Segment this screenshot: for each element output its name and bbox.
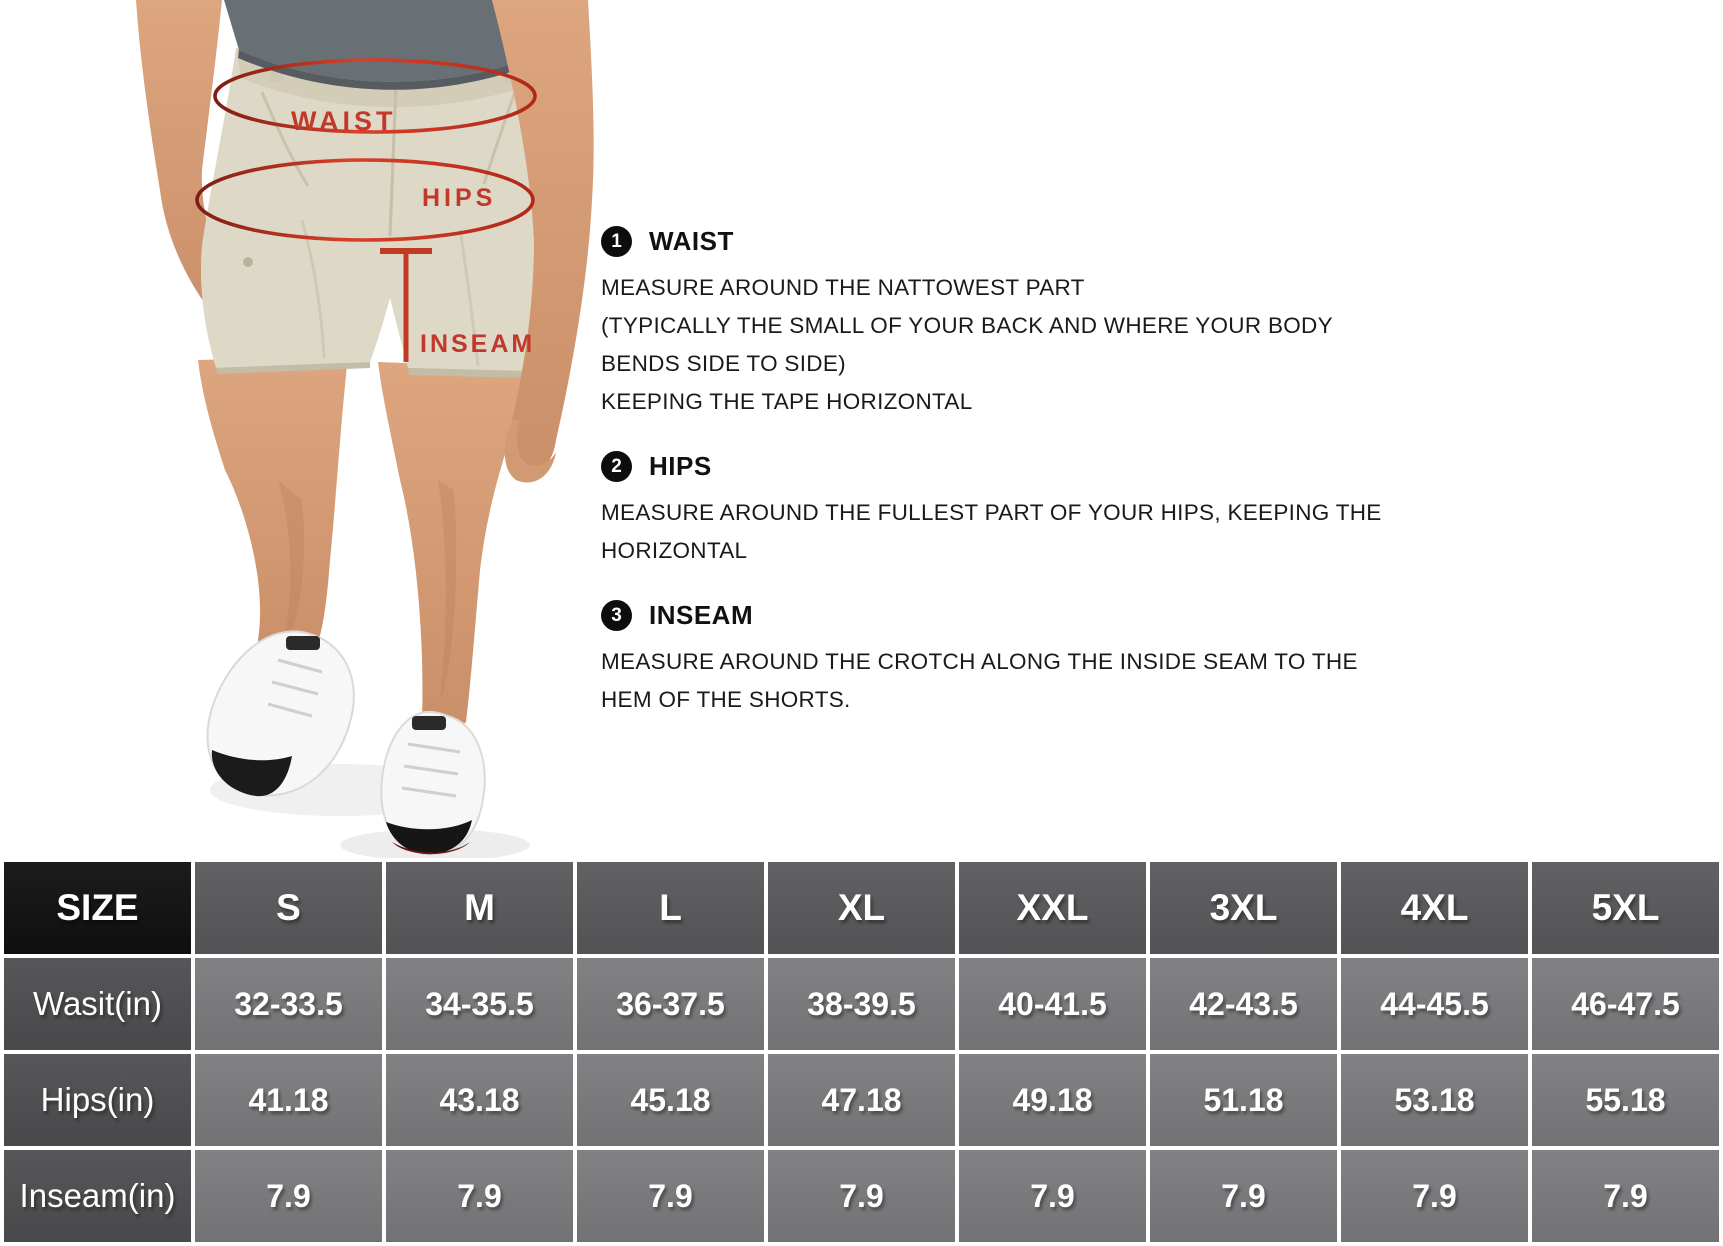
table-cell: 32-33.5 <box>195 958 382 1050</box>
table-cell: 44-45.5 <box>1341 958 1528 1050</box>
table-cell: 53.18 <box>1341 1054 1528 1146</box>
number-badge: 2 <box>601 451 632 482</box>
number-badge: 1 <box>601 226 632 257</box>
section-title: HIPS <box>649 451 712 481</box>
col-header-l: L <box>577 862 764 954</box>
instruction-line: BENDS SIDE TO SIDE) <box>601 351 846 376</box>
instruction-section-inseam <box>601 600 1391 719</box>
size-chart-table <box>0 858 1723 1246</box>
model-illustration <box>40 0 660 860</box>
col-header-3xl: 3XL <box>1150 862 1337 954</box>
col-header-4xl: 4XL <box>1341 862 1528 954</box>
instruction-line: HEM OF THE SHORTS. <box>601 687 851 712</box>
table-cell: 43.18 <box>386 1054 573 1146</box>
instruction-section-hips <box>601 451 1391 570</box>
table-cell: 7.9 <box>1532 1150 1719 1242</box>
col-header-s: S <box>195 862 382 954</box>
table-cell: 7.9 <box>577 1150 764 1242</box>
instruction-line: MEASURE AROUND THE FULLEST PART OF YOUR HIPS, KEEPING THE <box>601 500 1382 525</box>
table-cell: 41.18 <box>195 1054 382 1146</box>
table-cell: 45.18 <box>577 1054 764 1146</box>
waist-label: WAIST <box>291 106 397 136</box>
instruction-section-waist <box>601 226 1391 421</box>
instruction-line: HORIZONTAL <box>601 538 748 563</box>
section-title: INSEAM <box>649 600 754 630</box>
table-cell: 36-37.5 <box>577 958 764 1050</box>
table-cell: 38-39.5 <box>768 958 955 1050</box>
table-cell: 49.18 <box>959 1054 1146 1146</box>
table-cell: 47.18 <box>768 1054 955 1146</box>
table-cell: 46-47.5 <box>1532 958 1719 1050</box>
table-cell: 7.9 <box>195 1150 382 1242</box>
model-photo <box>40 0 660 860</box>
section-title: WAIST <box>649 226 734 256</box>
instruction-line: (TYPICALLY THE SMALL OF YOUR BACK AND WHERE YOUR BODY <box>601 313 1333 338</box>
inseam-label: INSEAM <box>420 330 536 358</box>
size-header-cell: SIZE <box>4 862 191 954</box>
row-label-hips: Hips(in) <box>4 1054 191 1146</box>
table-cell: 34-35.5 <box>386 958 573 1050</box>
table-cell: 40-41.5 <box>959 958 1146 1050</box>
number-badge: 3 <box>601 600 632 631</box>
instruction-line: MEASURE AROUND THE CROTCH ALONG THE INSIDE SEAM TO THE <box>601 649 1358 674</box>
table-cell: 7.9 <box>959 1150 1146 1242</box>
left-leg <box>198 356 348 662</box>
table-cell: 7.9 <box>768 1150 955 1242</box>
instruction-line: KEEPING THE TAPE HORIZONTAL <box>601 389 973 414</box>
col-header-m: M <box>386 862 573 954</box>
table-cell: 51.18 <box>1150 1054 1337 1146</box>
table-cell: 7.9 <box>386 1150 573 1242</box>
col-header-xxl: XXL <box>959 862 1146 954</box>
table-cell: 7.9 <box>1150 1150 1337 1242</box>
table-cell: 42-43.5 <box>1150 958 1337 1050</box>
instruction-line: MEASURE AROUND THE NATTOWEST PART <box>601 275 1085 300</box>
row-label-waist: Wasit(in) <box>4 958 191 1050</box>
col-header-5xl: 5XL <box>1532 862 1719 954</box>
table-cell: 7.9 <box>1341 1150 1528 1242</box>
row-label-inseam: Inseam(in) <box>4 1150 191 1242</box>
hips-label: HIPS <box>422 184 497 212</box>
measuring-instructions <box>601 226 1391 749</box>
table-cell: 55.18 <box>1532 1054 1719 1146</box>
col-header-xl: XL <box>768 862 955 954</box>
right-shoe <box>381 712 484 854</box>
